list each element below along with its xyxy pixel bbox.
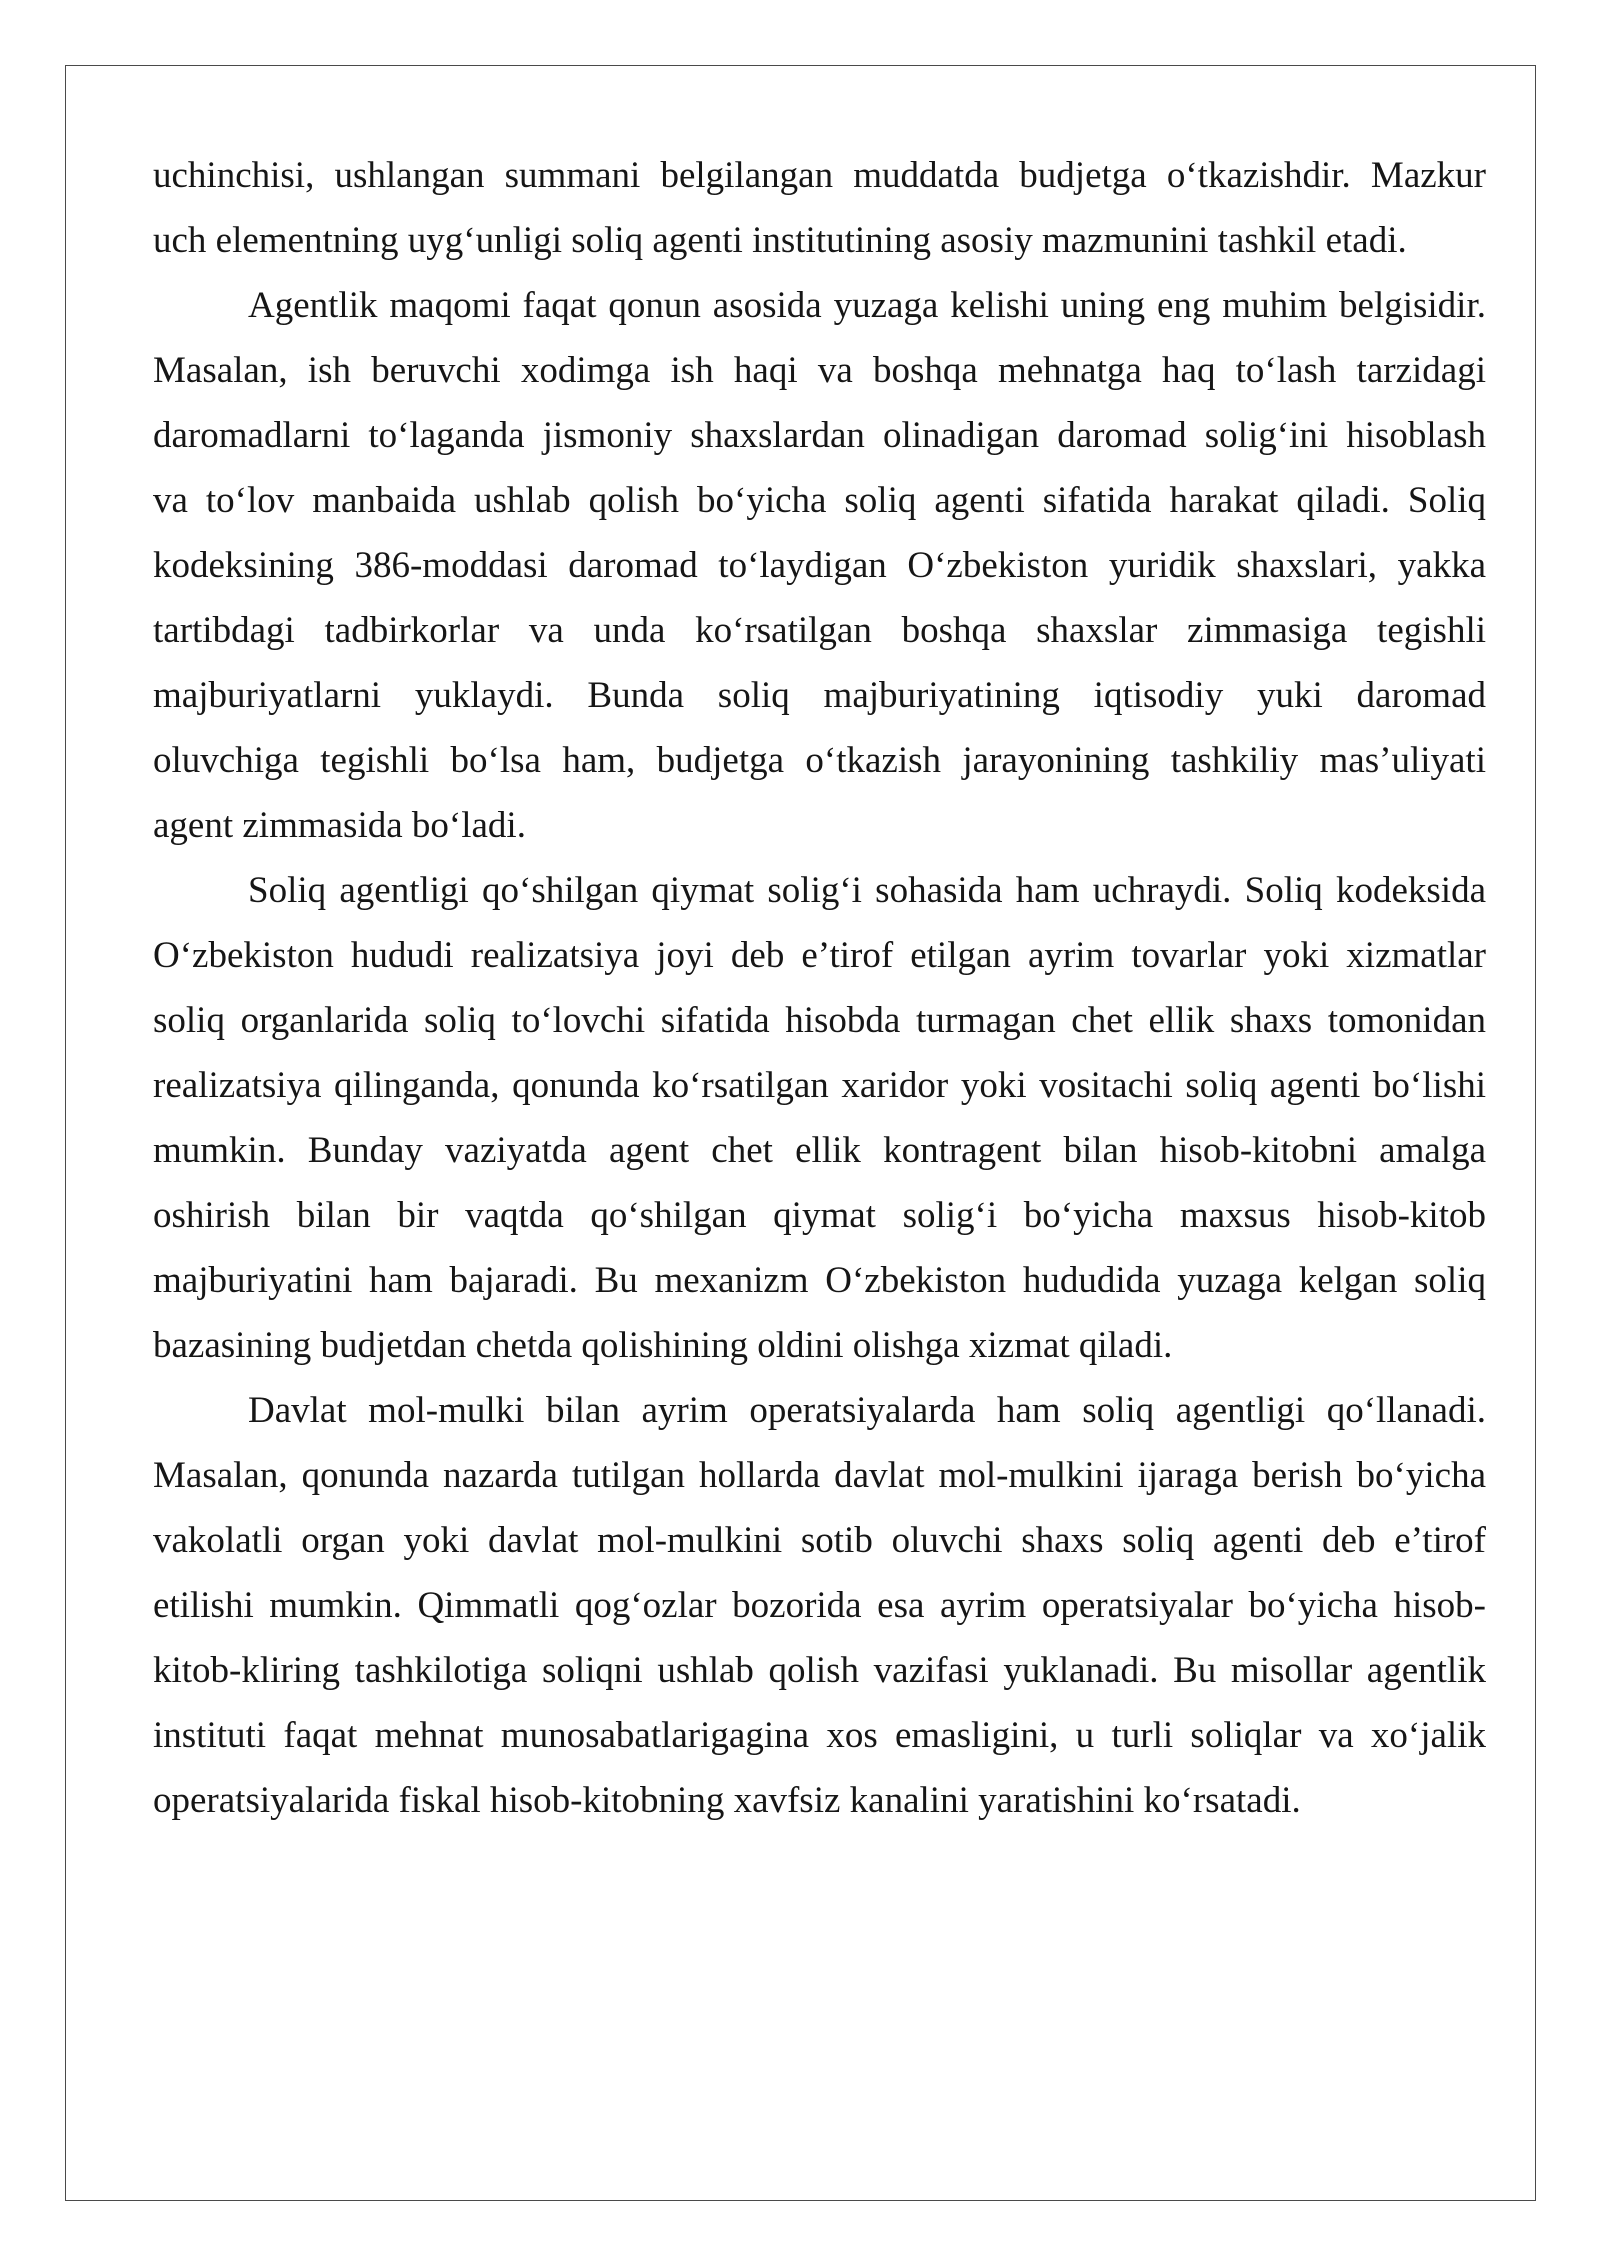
text-line: majburiyatlarni yuklaydi. Bunda soliq majburiyatining iqtisodiy yuki daromad [153, 675, 1486, 716]
text-line: Davlat mol-mulki bilan ayrim operatsiyalarda ham soliq agentligi qo‘llanadi. [248, 1390, 1486, 1431]
text-line: mumkin. Bunday vaziyatda agent chet ellik kontragent bilan hisob-kitobni amalga [153, 1130, 1486, 1171]
paragraph [153, 1378, 1486, 1833]
text-line: realizatsiya qilinganda, qonunda ko‘rsatilgan xaridor yoki vositachi soliq agenti bo‘lishi [153, 1065, 1486, 1106]
text-line: va to‘lov manbaida ushlab qolish bo‘yicha soliq agenti sifatida harakat qiladi. Soliq [153, 480, 1486, 521]
text-line: tartibdagi tadbirkorlar va unda ko‘rsatilgan boshqa shaxslar zimmasiga tegishli [153, 610, 1486, 651]
text-line: kodeksining 386-moddasi daromad to‘laydigan O‘zbekiston yuridik shaxslari, yakka [153, 545, 1486, 586]
text-line: etilishi mumkin. Qimmatli qog‘ozlar bozorida esa ayrim operatsiyalar bo‘yicha hisob- [153, 1585, 1486, 1626]
text-line: Masalan, ish beruvchi xodimga ish haqi va boshqa mehnatga haq to‘lash tarzidagi [153, 350, 1486, 391]
document-body [153, 143, 1486, 1833]
text-line: kitob-kliring tashkilotiga soliqni ushlab qolish vazifasi yuklanadi. Bu misollar agentlik [153, 1650, 1486, 1691]
paragraph [153, 273, 1486, 858]
text-line: soliq organlarida soliq to‘lovchi sifatida hisobda turmagan chet ellik shaxs tomonidan [153, 1000, 1486, 1041]
text-line: uchinchisi, ushlangan summani belgilangan muddatda budjetga o‘tkazishdir. Mazkur [153, 155, 1486, 196]
text-line: O‘zbekiston hududi realizatsiya joyi deb e’tirof etilgan ayrim tovarlar yoki xizmatlar [153, 935, 1486, 976]
text-line: agent zimmasida bo‘ladi. [153, 805, 526, 846]
paragraph [153, 143, 1486, 273]
text-line: instituti faqat mehnat munosabatlarigagina xos emasligini, u turli soliqlar va xo‘jalik [153, 1715, 1486, 1756]
text-line: uch elementning uyg‘unligi soliq agenti institutining asosiy mazmunini tashkil etadi. [153, 220, 1407, 261]
text-line: Agentlik maqomi faqat qonun asosida yuzaga kelishi uning eng muhim belgisidir. [248, 285, 1486, 326]
text-line: vakolatli organ yoki davlat mol-mulkini sotib oluvchi shaxs soliq agenti deb e’tirof [153, 1520, 1486, 1561]
text-line: majburiyatini ham bajaradi. Bu mexanizm O‘zbekiston hududida yuzaga kelgan soliq [153, 1260, 1486, 1301]
text-line: operatsiyalarida fiskal hisob-kitobning xavfsiz kanalini yaratishini ko‘rsatadi. [153, 1780, 1301, 1821]
text-line: bazasining budjetdan chetda qolishining oldini olishga xizmat qiladi. [153, 1325, 1173, 1366]
text-line: Masalan, qonunda nazarda tutilgan hollarda davlat mol-mulkini ijaraga berish bo‘yicha [153, 1455, 1486, 1496]
paragraph [153, 858, 1486, 1378]
text-line: oluvchiga tegishli bo‘lsa ham, budjetga o‘tkazish jarayonining tashkiliy mas’uliyati [153, 740, 1486, 781]
text-line: oshirish bilan bir vaqtda qo‘shilgan qiymat solig‘i bo‘yicha maxsus hisob-kitob [153, 1195, 1486, 1236]
text-line: Soliq agentligi qo‘shilgan qiymat solig‘i sohasida ham uchraydi. Soliq kodeksida [248, 870, 1486, 911]
text-line: daromadlarni to‘laganda jismoniy shaxslardan olinadigan daromad solig‘ini hisoblash [153, 415, 1486, 456]
